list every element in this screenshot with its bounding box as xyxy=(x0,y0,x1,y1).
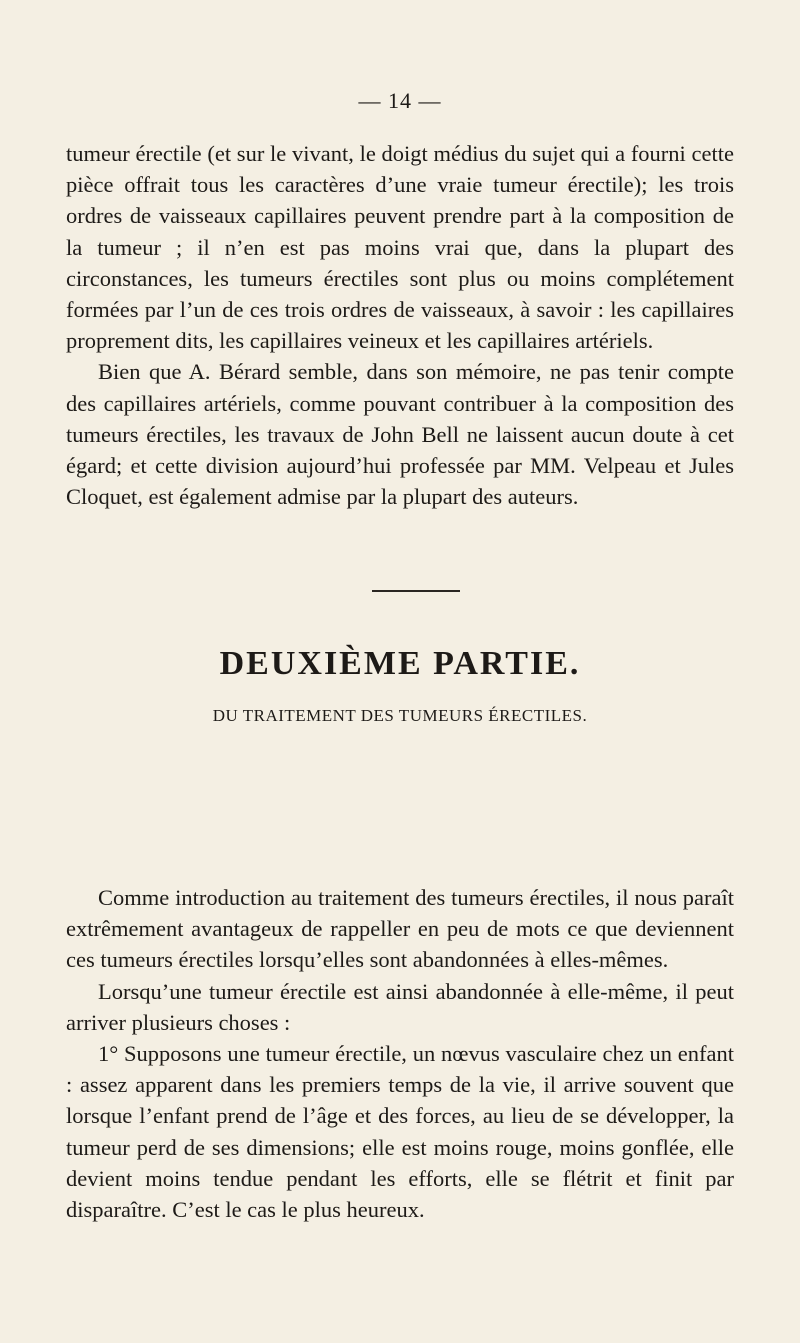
paragraph-berard: Bien que A. Bérard semble, dans son mémoire, ne pas tenir compte des capillaires artériels, comme pouvant contribuer à la composition des tumeurs érectiles, les travaux de John Bell ne laissent aucun doute à cet égard; et cette division aujourd’hui professée par MM. Velpeau et Jules Cloquet, est également admise par la plupart des auteurs. xyxy=(66,359,734,510)
top-text-block xyxy=(66,138,734,512)
paragraph-abandonnee: Lorsqu’une tumeur érectile est ainsi abandonnée à elle-même, il peut arriver plusieurs choses : xyxy=(66,978,734,1035)
paragraph-supposons: 1° Supposons une tumeur érectile, un nœvus vasculaire chez un enfant : assez apparent dans les premiers temps de la vie, il arrive souvent que lorsque l’enfant prend de l’âge et des forces, au lieu de se développer, la tumeur perd de ses dimensions; elle est moins rouge, moins gonflée, elle devient moins tendue pendant les efforts, elle se flétrit et finit par disparaître. C’est le cas le plus heureux. xyxy=(66,1041,734,1223)
bottom-text-block xyxy=(66,882,734,1225)
paragraph-continuation: tumeur érectile (et sur le vivant, le doigt médius du sujet qui a fourni cette pièce offrait tous les caractères d’une vraie tumeur érectile); les trois ordres de vaisseaux capillaires peuvent prendre part à la composition de la tumeur ; il n’en est pas moins vrai que, dans la plupart des circonstances, les tumeurs érectiles sont plus ou moins complétement formées par l’un de ces trois ordres de vaisseaux, à savoir : les capillaires proprement dits, les capillaires veineux et les capillaires artériels. xyxy=(66,141,734,354)
page-number: — 14 — xyxy=(358,88,442,113)
section-title: DU TRAITEMENT DES TUMEURS ÉRECTILES. xyxy=(212,706,588,725)
section-divider xyxy=(372,590,460,592)
part-title: DEUXIÈME PARTIE. xyxy=(219,645,581,682)
paragraph-introduction: Comme introduction au traitement des tumeurs érectiles, il nous paraît extrêmement avantageux de rappeller en peu de mots ce que deviennent ces tumeurs érectiles lorsqu’elles sont abandonnées à elles-mêmes. xyxy=(66,885,734,973)
